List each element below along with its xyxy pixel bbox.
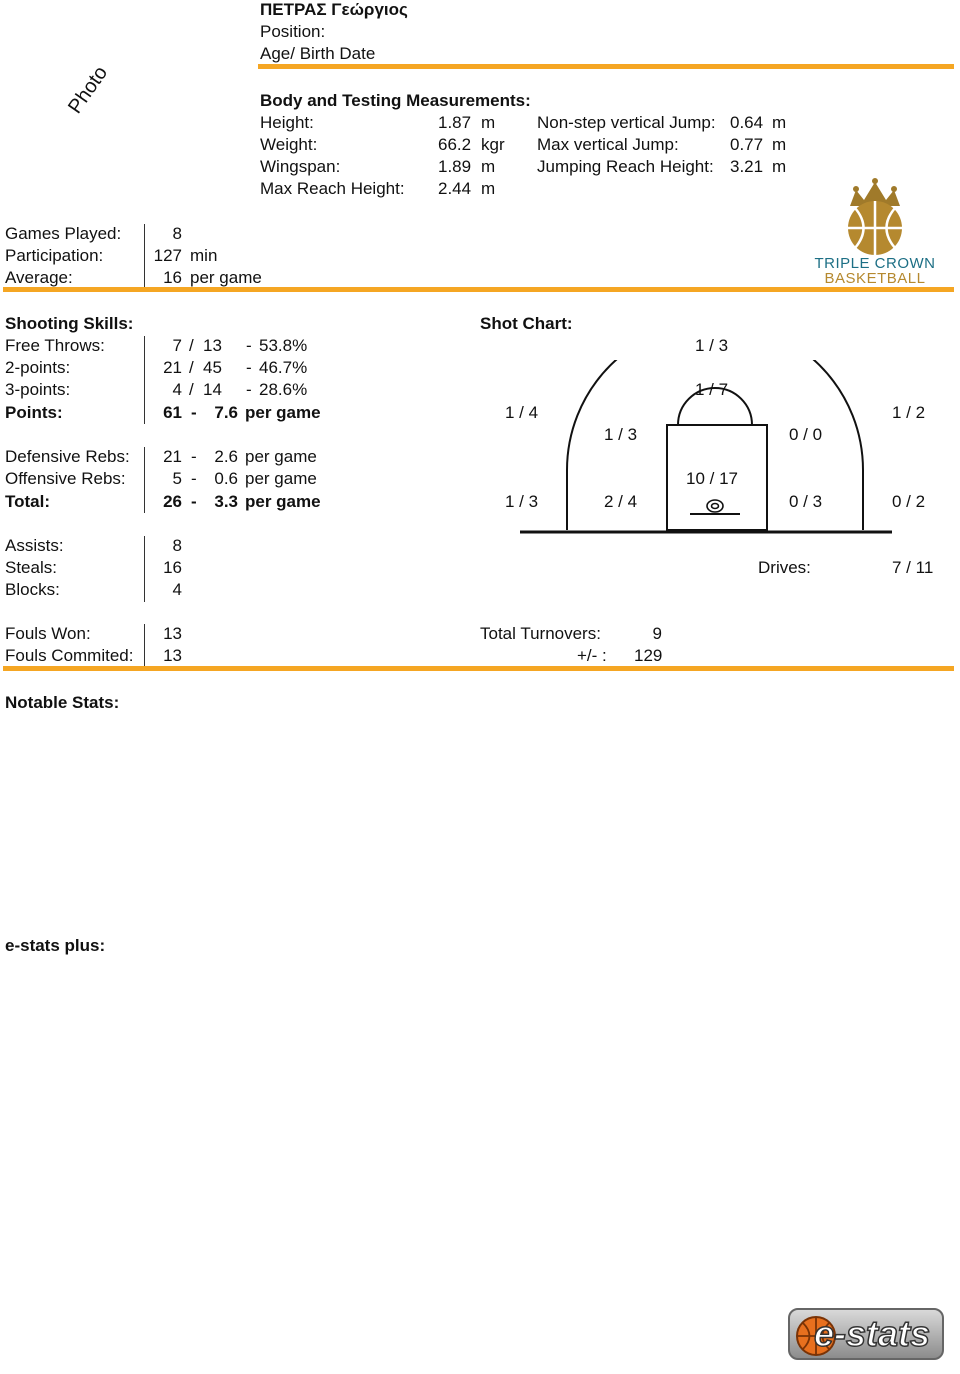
weight-unit: kgr: [481, 135, 505, 154]
def-rebs-label: Defensive Rebs:: [5, 447, 130, 466]
height-value: 1.87: [438, 113, 472, 132]
nonstep-unit: m: [772, 113, 787, 132]
estats-plus-label: e-stats plus:: [5, 936, 106, 955]
zone-right-baseline-mid: 0 / 3: [789, 492, 823, 511]
average-unit: per game: [190, 268, 262, 287]
off-rebs-per-game: per game: [245, 469, 317, 488]
ft-pct: 53.8%: [259, 336, 308, 355]
weight-value: 66.2: [438, 135, 472, 154]
ft-made: 7: [172, 336, 182, 355]
total-rebs-label: Total:: [5, 492, 51, 511]
height-label: Height:: [260, 113, 314, 132]
plusminus-value: 129: [634, 646, 663, 665]
weight-label: Weight:: [260, 135, 318, 154]
zone-paint: 10 / 17: [686, 469, 738, 488]
basket-icon: [705, 497, 725, 515]
height-unit: m: [481, 113, 496, 132]
crown-basketball-icon: [800, 176, 950, 256]
fouls-won-value: 13: [163, 624, 182, 643]
wingspan-value: 1.89: [438, 157, 472, 176]
maxvert-unit: m: [772, 135, 787, 154]
shooting-divider: [144, 336, 145, 424]
average-label: Average:: [5, 268, 73, 287]
shot-chart-title: Shot Chart:: [480, 314, 573, 333]
maxvert-label: Max vertical Jump:: [537, 135, 679, 154]
blocks-label: Blocks:: [5, 580, 60, 599]
zone-right-corner-three: 0 / 2: [892, 492, 926, 511]
p2-pct: 46.7%: [259, 358, 308, 377]
drives-label: Drives:: [758, 558, 811, 577]
points-dash: -: [191, 403, 197, 422]
total-rebs-per-game: per game: [245, 492, 321, 511]
def-rebs-total: 21: [163, 447, 182, 466]
total-rebs-total: 26: [163, 492, 182, 511]
zone-right-mid: 0 / 0: [789, 425, 823, 444]
p3-att: 14: [203, 380, 222, 399]
maxreach-unit: m: [481, 179, 496, 198]
rebounds-divider: [144, 447, 145, 513]
p2-dash: -: [246, 358, 252, 377]
assists-value: 8: [172, 536, 182, 555]
maxvert-value: 0.77: [730, 135, 764, 154]
participation-value: 127: [153, 246, 182, 265]
def-rebs-per-game: per game: [245, 447, 317, 466]
shooting-title: Shooting Skills:: [5, 314, 134, 333]
p3-label: 3-points:: [5, 380, 71, 399]
header-rule: [258, 64, 954, 69]
zone-top-key: 1 / 7: [695, 380, 729, 399]
fouls-divider: [144, 624, 145, 668]
turnovers-value: 9: [652, 624, 662, 643]
fouls-rule: [3, 666, 954, 671]
ft-label: Free Throws:: [5, 336, 105, 355]
p2-sep: /: [189, 358, 194, 377]
off-rebs-label: Offensive Rebs:: [5, 469, 126, 488]
p2-label: 2-points:: [5, 358, 71, 377]
age-label: Age/ Birth Date: [260, 44, 376, 63]
fouls-com-value: 13: [163, 646, 182, 665]
def-rebs-avg: 2.6: [214, 447, 238, 466]
other-divider: [144, 536, 145, 602]
maxreach-label: Max Reach Height:: [260, 179, 405, 198]
games-rule: [3, 287, 954, 292]
off-rebs-avg: 0.6: [214, 469, 238, 488]
fouls-com-label: Fouls Commited:: [5, 646, 134, 665]
total-rebs-avg: 3.3: [214, 492, 238, 511]
ft-sep: /: [189, 336, 194, 355]
average-value: 16: [163, 268, 182, 287]
estats-logo-text: e-stats: [814, 1313, 931, 1354]
participation-label: Participation:: [5, 246, 104, 265]
player-name: ΠΕΤΡΑΣ Γεώργιος: [260, 0, 408, 19]
position-label: Position:: [260, 22, 326, 41]
zone-left-baseline-mid: 2 / 4: [604, 492, 638, 511]
games-played-value: 8: [172, 224, 182, 243]
notable-stats-label: Notable Stats:: [5, 693, 120, 712]
points-total: 61: [163, 403, 182, 422]
p3-made: 4: [172, 380, 182, 399]
plusminus-label: +/- :: [577, 646, 607, 665]
jumpreach-value: 3.21: [730, 157, 764, 176]
points-per-game: per game: [245, 403, 321, 422]
zone-left-corner-three: 1 / 3: [505, 492, 539, 511]
zone-right-wing-three: 1 / 2: [892, 403, 926, 422]
logo-line1: TRIPLE CROWN: [814, 255, 936, 272]
turnovers-label: Total Turnovers:: [480, 624, 601, 643]
drives-value: 7 / 11: [892, 558, 934, 577]
p2-att: 45: [203, 358, 222, 377]
off-rebs-dash: -: [191, 469, 197, 488]
measurements-title: Body and Testing Measurements:: [260, 91, 531, 110]
steals-label: Steals:: [5, 558, 57, 577]
zone-top-three: 1 / 3: [695, 336, 729, 355]
participation-unit: min: [190, 246, 218, 265]
wingspan-unit: m: [481, 157, 496, 176]
estats-logo: [788, 1308, 944, 1360]
ft-att: 13: [203, 336, 222, 355]
p3-pct: 28.6%: [259, 380, 308, 399]
nonstep-value: 0.64: [730, 113, 764, 132]
wingspan-label: Wingspan:: [260, 157, 341, 176]
ft-dash: -: [246, 336, 252, 355]
maxreach-value: 2.44: [438, 179, 472, 198]
jumpreach-unit: m: [772, 157, 787, 176]
fouls-won-label: Fouls Won:: [5, 624, 91, 643]
p3-dash: -: [246, 380, 252, 399]
nonstep-label: Non-step vertical Jump:: [537, 113, 716, 132]
logo-line2: BASKETBALL: [824, 270, 926, 287]
def-rebs-dash: -: [191, 447, 197, 466]
total-rebs-dash: -: [191, 492, 197, 511]
games-divider: [144, 224, 145, 288]
triple-crown-logo: [800, 176, 950, 288]
jumpreach-label: Jumping Reach Height:: [537, 157, 714, 176]
games-played-label: Games Played:: [5, 224, 122, 243]
zone-left-mid: 1 / 3: [604, 425, 638, 444]
blocks-value: 4: [172, 580, 182, 599]
assists-label: Assists:: [5, 536, 64, 555]
steals-value: 16: [163, 558, 182, 577]
p2-made: 21: [163, 358, 182, 377]
photo-placeholder: Photo: [64, 62, 113, 118]
off-rebs-total: 5: [172, 469, 182, 488]
zone-left-wing-three: 1 / 4: [505, 403, 539, 422]
points-avg: 7.6: [214, 403, 238, 422]
points-label: Points:: [5, 403, 63, 422]
p3-sep: /: [189, 380, 194, 399]
